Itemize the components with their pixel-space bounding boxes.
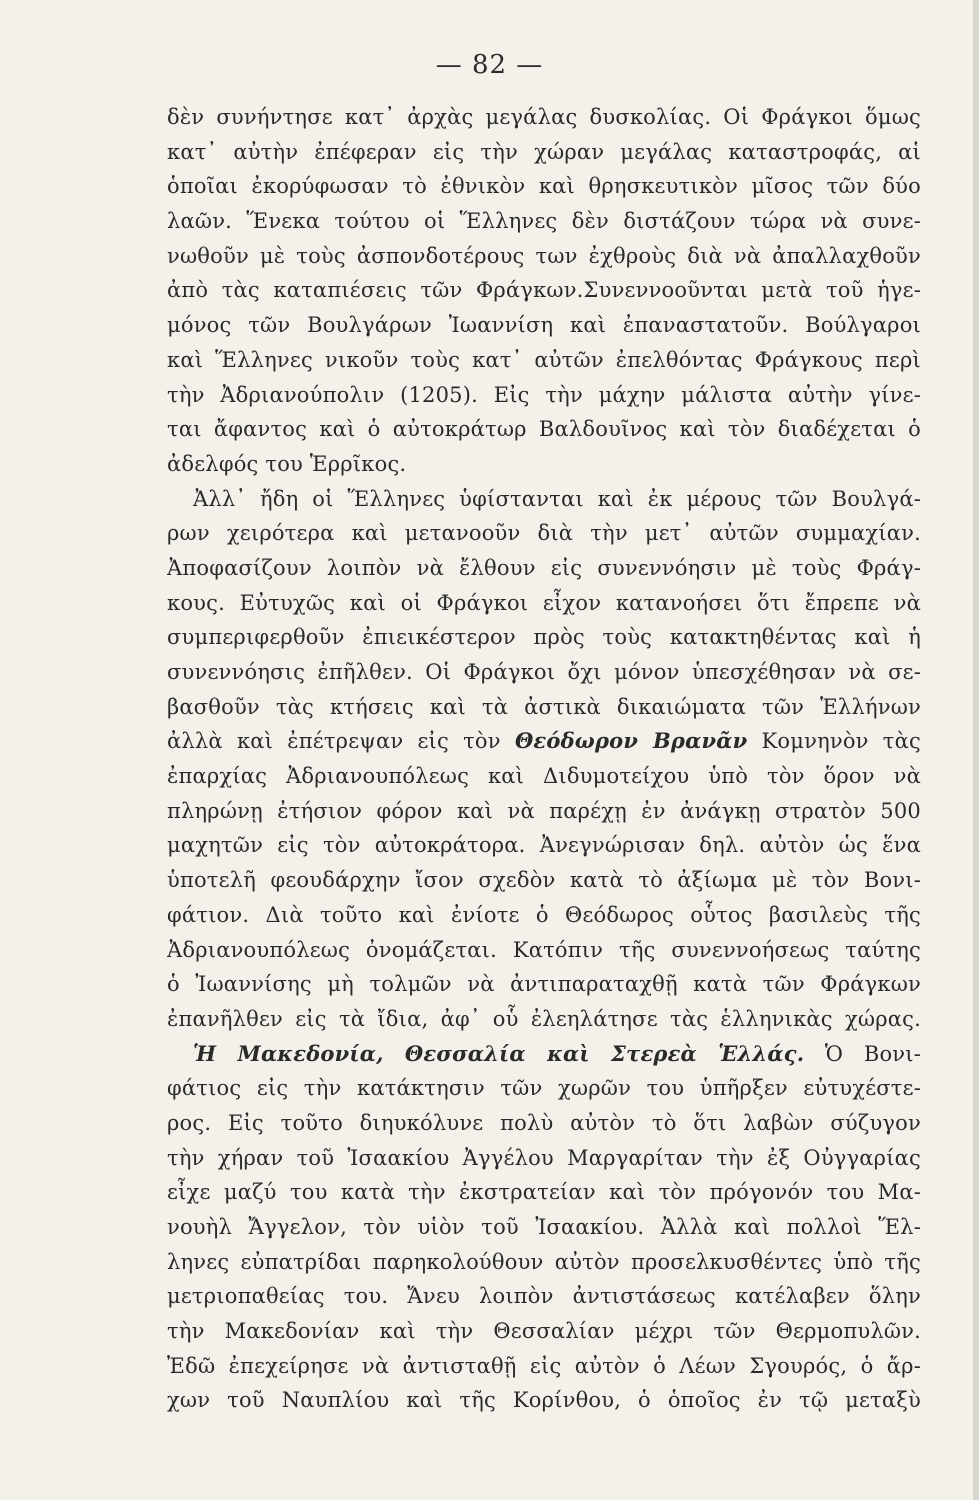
text-line: συνεννόησις ἐπῆλθεν. Οἱ Φράγκοι ὄχι μόνον ὑπεσχέθησαν νὰ σε- xyxy=(167,660,921,684)
text-line: νουὴλ Ἄγγελον, τὸν υἱὸν τοῦ Ἰσαακίου. Ἀλλὰ καὶ πολλοὶ Ἕλ- xyxy=(167,1215,921,1239)
page-number: — 82 — xyxy=(435,50,544,80)
text-line: μετριοπαθείας του. Ἄνευ λοιπὸν ἀντιστάσεως κατέλαβεν ὅλην xyxy=(167,1284,921,1309)
text-segment: ἀλλὰ καὶ ἐπέτρεψαν εἰς τὸν xyxy=(167,729,501,754)
text-line: κους. Εὐτυχῶς καὶ οἱ Φράγκοι εἶχον κατανοήσει ὅτι ἔπρεπε νὰ xyxy=(167,590,921,615)
text-line: τὴν χήραν τοῦ Ἰσαακίου Ἀγγέλου Μαργαρίταν τὴν ἐξ Οὐγγαρίας xyxy=(167,1145,921,1170)
text-line: τὴν Μακεδονίαν καὶ τὴν Θεσσαλίαν μέχρι τῶν Θερμοπυλῶν. xyxy=(167,1319,921,1344)
text-line: ληνες εὐπατρίδαι παρηκολούθουν αὐτὸν προσελκυσθέντες ὑπὸ τῆς xyxy=(167,1249,921,1274)
body-text xyxy=(167,100,921,1418)
text-line: ἀδελφός του Ἑρρῖκος. xyxy=(167,451,407,476)
text-line: εἶχε μαζύ του κατὰ τὴν ἐκστρατείαν καὶ τὸν πρόγονόν του Μα- xyxy=(167,1180,921,1205)
text-line: ὁποῖαι ἐκορύφωσαν τὸ ἐθνικὸν καὶ θρησκευτικὸν μῖσος τῶν δύο xyxy=(167,174,921,199)
text-segment: Κομνηνὸν τὰς xyxy=(761,729,921,754)
text-line: ται ἄφαντος καὶ ὁ αὐτοκράτωρ Βαλδουῖνος καὶ τὸν διαδέχεται ὁ xyxy=(167,417,921,442)
bold-name: Θεόδωρον Βρανᾶν xyxy=(514,728,748,754)
text-line: ὁ Ἰωαννίσης μὴ τολμῶν νὰ ἀντιπαραταχθῇ κατὰ τῶν Φράγκων xyxy=(167,972,921,997)
text-line: ρος. Εἰς τοῦτο διηυκόλυνε πολὺ αὐτὸν τὸ ὅτι λαβὼν σύζυγον xyxy=(167,1110,921,1135)
text-line-mixed xyxy=(167,724,921,759)
text-line: καὶ Ἕλληνες νικοῦν τοὺς κατ᾽ αὐτῶν ἐπελθόντας Φράγκους περὶ xyxy=(167,347,921,372)
text-line: φάτιος εἰς τὴν κατάκτησιν τῶν χωρῶν του ὑπῆρξεν εὐτυχέστε- xyxy=(167,1076,921,1101)
page-edge xyxy=(973,0,979,1500)
text-line: Ἀδριανουπόλεως ὀνομάζεται. Κατόπιν τῆς συνεννοήσεως ταύτης xyxy=(167,937,921,962)
text-line: λαῶν. Ἕνεκα τούτου οἱ Ἕλληνες δὲν διστάζουν τώρα νὰ συνε- xyxy=(167,209,921,234)
text-line: νωθοῦν μὲ τοὺς ἀσπονδοτέρους των ἐχθροὺς διὰ νὰ ἀπαλλαχθοῦν xyxy=(167,243,921,268)
text-line: ἐπανῆλθεν εἰς τὰ ἴδια, ἀφ᾽ οὗ ἐλεηλάτησε τὰς ἑλληνικὰς χώρας. xyxy=(167,1006,921,1031)
text-line: Ἐδῶ ἐπεχείρησε νὰ ἀντισταθῇ εἰς αὐτὸν ὁ Λέων Σγουρός, ὁ ἄρ- xyxy=(167,1353,921,1378)
text-line: ρων χειρότερα καὶ μετανοοῦν διὰ τὴν μετ᾽ αὐτῶν συμμαχίαν. xyxy=(167,521,921,546)
text-line: ὑποτελῆ φεουδάρχην ἴσον σχεδὸν κατὰ τὸ ἀξίωμα μὲ τὸν Βονι- xyxy=(167,868,921,893)
text-line: χων τοῦ Ναυπλίου καὶ τῆς Κορίνθου, ὁ ὁποῖος ἐν τῷ μεταξὺ xyxy=(167,1388,921,1413)
text-line: φάτιον. Διὰ τοῦτο καὶ ἐνίοτε ὁ Θεόδωρος οὗτος βασιλεὺς τῆς xyxy=(167,902,921,927)
text-line-mixed xyxy=(167,1037,921,1072)
text-line: βασθοῦν τὰς κτήσεις καὶ τὰ ἀστικὰ δικαιώματα τῶν Ἑλλήνων xyxy=(167,694,921,719)
text-line: μαχητῶν εἰς τὸν αὐτοκράτορα. Ἀνεγνώρισαν δηλ. αὐτὸν ὡς ἕνα xyxy=(167,833,921,858)
text-line: πληρώνῃ ἐτήσιον φόρον καὶ νὰ παρέχῃ ἐν ἀνάγκῃ στρατὸν 500 xyxy=(167,798,921,823)
section-heading: Ἡ Μακεδονία, Θεσσαλία καὶ Στερεὰ Ἑλλάς. xyxy=(193,1040,805,1066)
text-line: Ἀποφασίζουν λοιπὸν νὰ ἔλθουν εἰς συνεννόησιν μὲ τοὺς Φράγ- xyxy=(167,555,921,580)
text-line: ἐπαρχίας Ἀδριανουπόλεως καὶ Διδυμοτείχου ὑπὸ τὸν ὅρον νὰ xyxy=(167,764,921,789)
text-line: μόνος τῶν Βουλγάρων Ἰωαννίση καὶ ἐπαναστατοῦν. Βούλγαροι xyxy=(167,313,921,338)
text-line: δὲν συνήντησε κατ᾽ ἀρχὰς μεγάλας δυσκολίας. Οἱ Φράγκοι ὅμως xyxy=(167,105,921,129)
text-line: Ἀλλ᾽ ἤδη οἱ Ἕλληνες ὑφίστανται καὶ ἐκ μέρους τῶν Βουλγά- xyxy=(193,486,921,511)
text-line: ἀπὸ τὰς καταπιέσεις τῶν Φράγκων.Συνεννοοῦνται μετὰ τοῦ ἡγε- xyxy=(167,278,921,303)
text-line: κατ᾽ αὐτὴν ἐπέφεραν εἰς τὴν χώραν μεγάλας καταστροφάς, αἱ xyxy=(167,139,921,164)
text-line: τὴν Ἀδριανούπολιν (1205). Εἰς τὴν μάχην μάλιστα αὐτὴν γίνε- xyxy=(167,382,921,407)
text-segment: Ὁ Βονι- xyxy=(824,1041,921,1066)
text-line: συμπεριφερθοῦν ἐπιεικέστερον πρὸς τοὺς κατακτηθέντας καὶ ἡ xyxy=(167,625,921,650)
